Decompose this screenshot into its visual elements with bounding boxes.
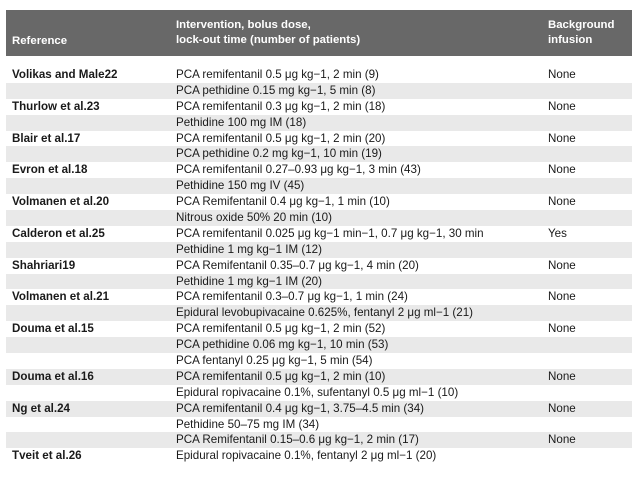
reference-cell: Douma et al.16 bbox=[12, 369, 94, 383]
table-row bbox=[6, 432, 632, 448]
data-table bbox=[6, 10, 632, 464]
intervention-cell: PCA pethidine 0.2 mg kg−1, 10 min (19) bbox=[176, 147, 382, 161]
intervention-cell: Pethidine 50–75 mg IM (34) bbox=[176, 417, 320, 431]
table-row bbox=[6, 131, 632, 147]
intervention-cell: PCA remifentanil 0.5 μg kg−1, 2 min (52) bbox=[176, 322, 386, 336]
table-row bbox=[6, 99, 632, 115]
intervention-cell: PCA remifentanil 0.3–0.7 μg kg−1, 1 min (24) bbox=[176, 290, 408, 304]
intervention-cell: PCA remifentanil 0.4 μg kg−1, 3.75–4.5 min (34) bbox=[176, 401, 425, 415]
table-row bbox=[6, 401, 632, 417]
table-row bbox=[6, 274, 632, 290]
background-infusion-cell: None bbox=[548, 401, 576, 415]
table-row bbox=[6, 162, 632, 178]
table-row bbox=[6, 417, 632, 433]
table-row bbox=[6, 67, 632, 83]
intervention-cell: Epidural levobupivacaine 0.625%, fentanyl 2 μg ml−1 (21) bbox=[176, 306, 474, 320]
table-row bbox=[6, 194, 632, 210]
background-infusion-cell: None bbox=[548, 131, 576, 145]
reference-cell: Tveit et al.26 bbox=[12, 449, 82, 463]
intervention-cell: PCA pethidine 0.06 mg kg−1, 10 min (53) bbox=[176, 338, 389, 352]
background-infusion-cell: None bbox=[548, 68, 576, 81]
table-row bbox=[6, 337, 632, 353]
intervention-cell: Pethidine 1 mg kg−1 IM (12) bbox=[176, 242, 322, 256]
reference-cell: Ng et al.24 bbox=[12, 401, 70, 415]
table-row bbox=[6, 83, 632, 99]
table-row bbox=[6, 321, 632, 337]
intervention-cell: PCA remifentanil 0.5 μg kg−1, 2 min (10) bbox=[176, 369, 386, 383]
background-infusion-cell: None bbox=[548, 433, 576, 447]
reference-cell: Douma et al.15 bbox=[12, 322, 94, 336]
table-row bbox=[6, 353, 632, 369]
table-row bbox=[6, 258, 632, 274]
table-row bbox=[6, 448, 632, 464]
reference-cell: Calderon et al.25 bbox=[12, 226, 105, 240]
reference-cell: Volmanen et al.20 bbox=[12, 195, 110, 209]
table-row bbox=[6, 242, 632, 258]
header-reference: Reference bbox=[12, 35, 68, 47]
table-row bbox=[6, 289, 632, 305]
intervention-cell: PCA remifentanil 0.5 μg kg−1, 2 min (20) bbox=[176, 131, 386, 145]
intervention-cell: Pethidine 1 mg kg−1 IM (20) bbox=[176, 274, 322, 288]
intervention-cell: Epidural ropivacaine 0.1%, fentanyl 2 μg ml−1 (20) bbox=[176, 449, 437, 463]
table-row bbox=[6, 210, 632, 226]
intervention-cell: PCA remifentanil 0.27–0.93 μg kg−1, 3 min (43) bbox=[176, 163, 421, 177]
background-infusion-cell: Yes bbox=[548, 226, 567, 240]
table-body bbox=[6, 67, 632, 464]
intervention-cell: PCA remifentanil 0.5 μg kg−1, 2 min (9) bbox=[176, 68, 379, 81]
intervention-cell: PCA pethidine 0.15 mg kg−1, 5 min (8) bbox=[176, 83, 376, 97]
reference-cell: Shahriari19 bbox=[12, 258, 76, 272]
table-row bbox=[6, 369, 632, 385]
background-infusion-cell: None bbox=[548, 163, 576, 177]
reference-cell: Blair et al.17 bbox=[12, 131, 81, 145]
reference-cell: Thurlow et al.23 bbox=[12, 99, 100, 113]
intervention-cell: Epidural ropivacaine 0.1%, sufentanyl 0.5 μg ml−1 (10) bbox=[176, 385, 459, 399]
table-row bbox=[6, 178, 632, 194]
intervention-cell: PCA fentanyl 0.25 μg kg−1, 5 min (54) bbox=[176, 354, 373, 368]
intervention-cell: PCA remifentanil 0.3 μg kg−1, 2 min (18) bbox=[176, 99, 386, 113]
table-row bbox=[6, 226, 632, 242]
table-row bbox=[6, 305, 632, 321]
background-infusion-cell: None bbox=[548, 195, 576, 209]
table-row bbox=[6, 115, 632, 131]
background-infusion-cell: None bbox=[548, 369, 576, 383]
reference-cell: Evron et al.18 bbox=[12, 163, 88, 177]
table-row bbox=[6, 146, 632, 162]
table-header bbox=[6, 10, 632, 56]
intervention-cell: PCA Remifentanil 0.4 μg kg−1, 1 min (10) bbox=[176, 195, 390, 209]
intervention-cell: Pethidine 150 mg IV (45) bbox=[176, 179, 305, 193]
background-infusion-cell: None bbox=[548, 322, 576, 336]
reference-cell: Volmanen et al.21 bbox=[12, 290, 110, 304]
header-background-infusion: Background infusion bbox=[548, 19, 615, 46]
background-infusion-cell: None bbox=[548, 290, 576, 304]
header-intervention: Intervention, bolus dose, lock-out time (number of patients) bbox=[176, 19, 361, 46]
intervention-cell: PCA Remifentanil 0.35–0.7 μg kg−1, 4 min (20) bbox=[176, 258, 419, 272]
background-infusion-cell: None bbox=[548, 258, 576, 272]
table-row bbox=[6, 385, 632, 401]
background-infusion-cell: None bbox=[548, 99, 576, 113]
intervention-cell: PCA Remifentanil 0.15–0.6 μg kg−1, 2 min (17) bbox=[176, 433, 419, 447]
intervention-cell: PCA remifentanil 0.025 μg kg−1 min−1, 0.7 μg kg−1, 30 min bbox=[176, 226, 484, 240]
intervention-cell: Nitrous oxide 50% 20 min (10) bbox=[176, 211, 332, 225]
reference-cell: Volikas and Male22 bbox=[12, 68, 118, 81]
intervention-cell: Pethidine 100 mg IM (18) bbox=[176, 115, 307, 129]
